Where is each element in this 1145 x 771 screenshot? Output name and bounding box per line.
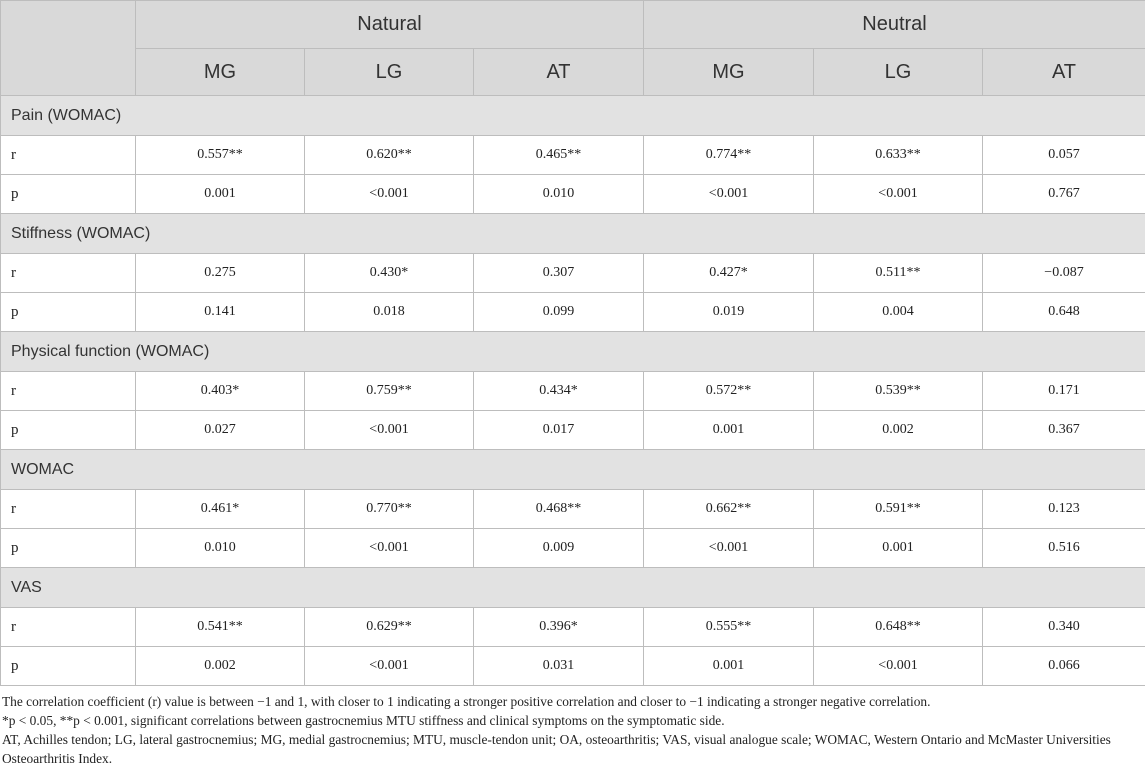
row-label: r [1,372,136,411]
table-cell: <0.001 [644,175,814,214]
table-cell: 0.004 [814,293,983,332]
table-cell: <0.001 [814,175,983,214]
footnote-abbreviations: AT, Achilles tendon; LG, lateral gastrocnemius; MG, medial gastrocnemius; MTU, muscle-tendon unit; OA, osteoarthritis; VAS, visual analogue scale; WOMAC, Western Ontario and McMaster Universities Osteoarthritis Index. [2,732,1111,766]
table-row [1,608,1145,647]
table-cell: 0.001 [644,647,814,686]
table-cell: 0.001 [814,529,983,568]
table-cell: 0.620** [305,136,474,175]
table-cell: 0.557** [136,136,305,175]
table-row [1,136,1145,175]
table-row [1,372,1145,411]
table-cell: 0.307 [474,254,644,293]
column-header: MG [136,49,305,96]
group-header-row [1,1,1145,49]
table-cell: 0.767 [983,175,1145,214]
table-footnotes [2,692,1143,768]
table-row [1,293,1145,332]
table-cell: <0.001 [305,647,474,686]
table-cell: 0.770** [305,490,474,529]
section-row [1,450,1145,490]
section-row [1,332,1145,372]
section-title: Pain (WOMAC) [1,96,1145,136]
table-cell: 0.541** [136,608,305,647]
row-label: p [1,529,136,568]
table-cell: 0.629** [305,608,474,647]
row-label: p [1,647,136,686]
table-cell: 0.396* [474,608,644,647]
section-row [1,214,1145,254]
footnote-correlation: The correlation coefficient (r) value is between −1 and 1, with closer to 1 indicating a stronger positive correlation and closer to −1 indicating a stronger negative correlation. [2,694,931,709]
table-cell: 0.031 [474,647,644,686]
table-cell: 0.010 [136,529,305,568]
row-label: p [1,293,136,332]
table-cell: 0.648** [814,608,983,647]
row-label: p [1,175,136,214]
section-title: Physical function (WOMAC) [1,332,1145,372]
footnote-significance: *p < 0.05, **p < 0.001, significant correlations between gastrocnemius MTU stiffness and clinical symptoms on the symptomatic side. [2,713,725,728]
table-body [1,96,1145,686]
table-row [1,175,1145,214]
table-cell: <0.001 [305,411,474,450]
header-corner [1,1,136,96]
group-header-natural: Natural [136,1,644,49]
table-cell: 0.774** [644,136,814,175]
table-cell: 0.057 [983,136,1145,175]
table-cell: 0.010 [474,175,644,214]
table-cell: <0.001 [814,647,983,686]
table-cell: 0.461* [136,490,305,529]
section-row [1,568,1145,608]
table-cell: 0.430* [305,254,474,293]
table-row [1,254,1145,293]
table-cell: 0.018 [305,293,474,332]
table-cell: 0.759** [305,372,474,411]
table-cell: 0.009 [474,529,644,568]
table-cell: <0.001 [305,529,474,568]
table-cell: 0.123 [983,490,1145,529]
table-cell: 0.141 [136,293,305,332]
table-cell: 0.099 [474,293,644,332]
table-cell: 0.572** [644,372,814,411]
table-cell: 0.275 [136,254,305,293]
table-cell: 0.002 [814,411,983,450]
table-cell: 0.027 [136,411,305,450]
table-cell: <0.001 [644,529,814,568]
column-header: MG [644,49,814,96]
column-header: AT [474,49,644,96]
column-header-row [1,49,1145,96]
table-cell: 0.662** [644,490,814,529]
table-row [1,411,1145,450]
table-cell: 0.427* [644,254,814,293]
table-cell: <0.001 [305,175,474,214]
row-label: r [1,136,136,175]
table-cell: 0.465** [474,136,644,175]
group-header-neutral: Neutral [644,1,1145,49]
table-cell: 0.066 [983,647,1145,686]
table-cell: 0.555** [644,608,814,647]
table-cell: 0.468** [474,490,644,529]
table-cell: 0.340 [983,608,1145,647]
table-cell: 0.001 [136,175,305,214]
table-cell: 0.001 [644,411,814,450]
table-cell: 0.539** [814,372,983,411]
table-cell: 0.648 [983,293,1145,332]
row-label: r [1,254,136,293]
table-cell: 0.434* [474,372,644,411]
table-row [1,647,1145,686]
table-cell: 0.019 [644,293,814,332]
table-row [1,529,1145,568]
table-cell: 0.591** [814,490,983,529]
section-title: WOMAC [1,450,1145,490]
table-row [1,490,1145,529]
table-cell: 0.002 [136,647,305,686]
column-header: LG [305,49,474,96]
column-header: LG [814,49,983,96]
row-label: p [1,411,136,450]
table-cell: 0.511** [814,254,983,293]
table-cell: 0.633** [814,136,983,175]
table-cell: 0.403* [136,372,305,411]
section-row [1,96,1145,136]
row-label: r [1,608,136,647]
section-title: Stiffness (WOMAC) [1,214,1145,254]
table-cell: 0.516 [983,529,1145,568]
table-cell: 0.017 [474,411,644,450]
column-header: AT [983,49,1145,96]
table-cell: −0.087 [983,254,1145,293]
table-cell: 0.171 [983,372,1145,411]
row-label: r [1,490,136,529]
table-cell: 0.367 [983,411,1145,450]
section-title: VAS [1,568,1145,608]
